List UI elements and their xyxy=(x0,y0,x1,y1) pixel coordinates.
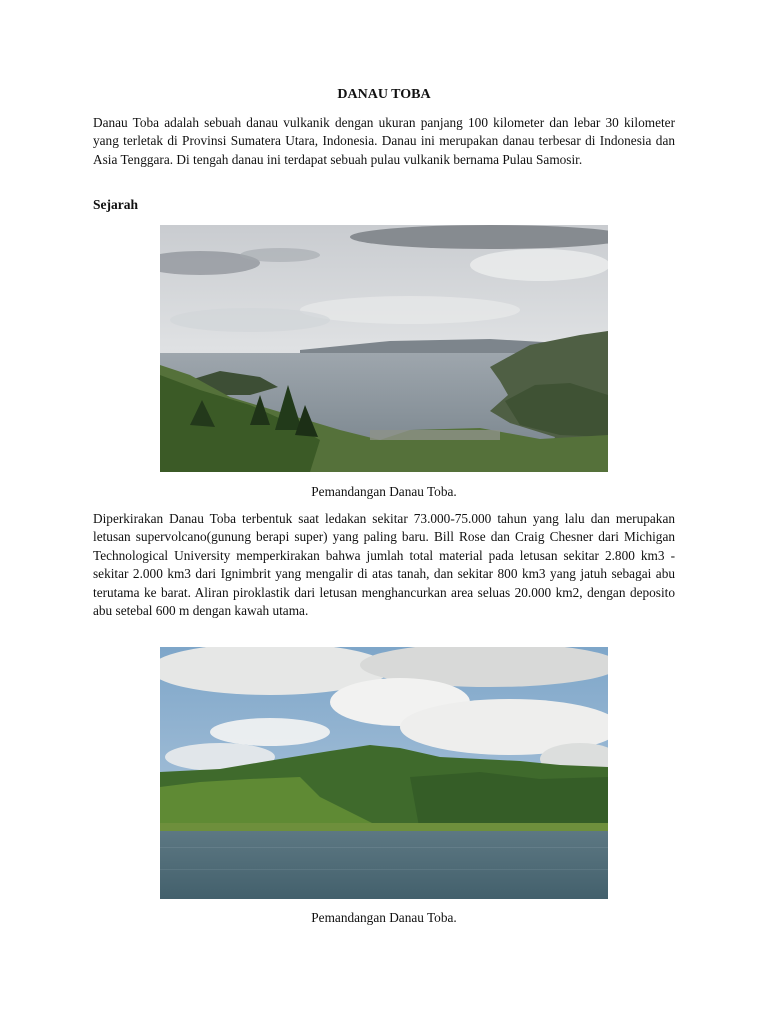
figure-1-caption: Pemandangan Danau Toba. xyxy=(311,484,457,499)
intro-paragraph: Danau Toba adalah sebuah danau vulkanik dengan ukuran panjang 100 kilometer dan lebar 30 kilometer yang terletak di Provinsi Sumatera Utara, Indonesia. Danau ini merupakan danau terbesar di Indonesia dan Asia Tenggara. Di tengah danau ini terdapat sebuah pulau vulkanik bernama Pulau Samosir. xyxy=(93,115,675,167)
lake-toba-photo-2 xyxy=(160,647,608,899)
lake-toba-photo-1 xyxy=(160,225,608,472)
figure-2-caption: Pemandangan Danau Toba. xyxy=(311,910,457,925)
document-title: DANAU TOBA xyxy=(337,87,431,102)
section-heading-sejarah: Sejarah xyxy=(93,197,138,212)
history-paragraph: Diperkirakan Danau Toba terbentuk saat ledakan sekitar 73.000-75.000 tahun yang lalu dan merupakan letusan supervolcano(gunung berapi super) yang paling baru. Bill Rose dan Craig Chesner dari Michigan Technological University memperkirakan bahwa jumlah total material pada letusan sekitar 2.800 km3 -sekitar 2.000 km3 dari Ignimbrit yang mengalir di atas tanah, dan sekitar 800 km3 yang jatuh sebagai abu terutama ke barat. Aliran piroklastik dari letusan menghancurkan area seluas 20.000 km2, dengan deposito abu setebal 600 m dengan kawah utama. xyxy=(93,511,675,619)
